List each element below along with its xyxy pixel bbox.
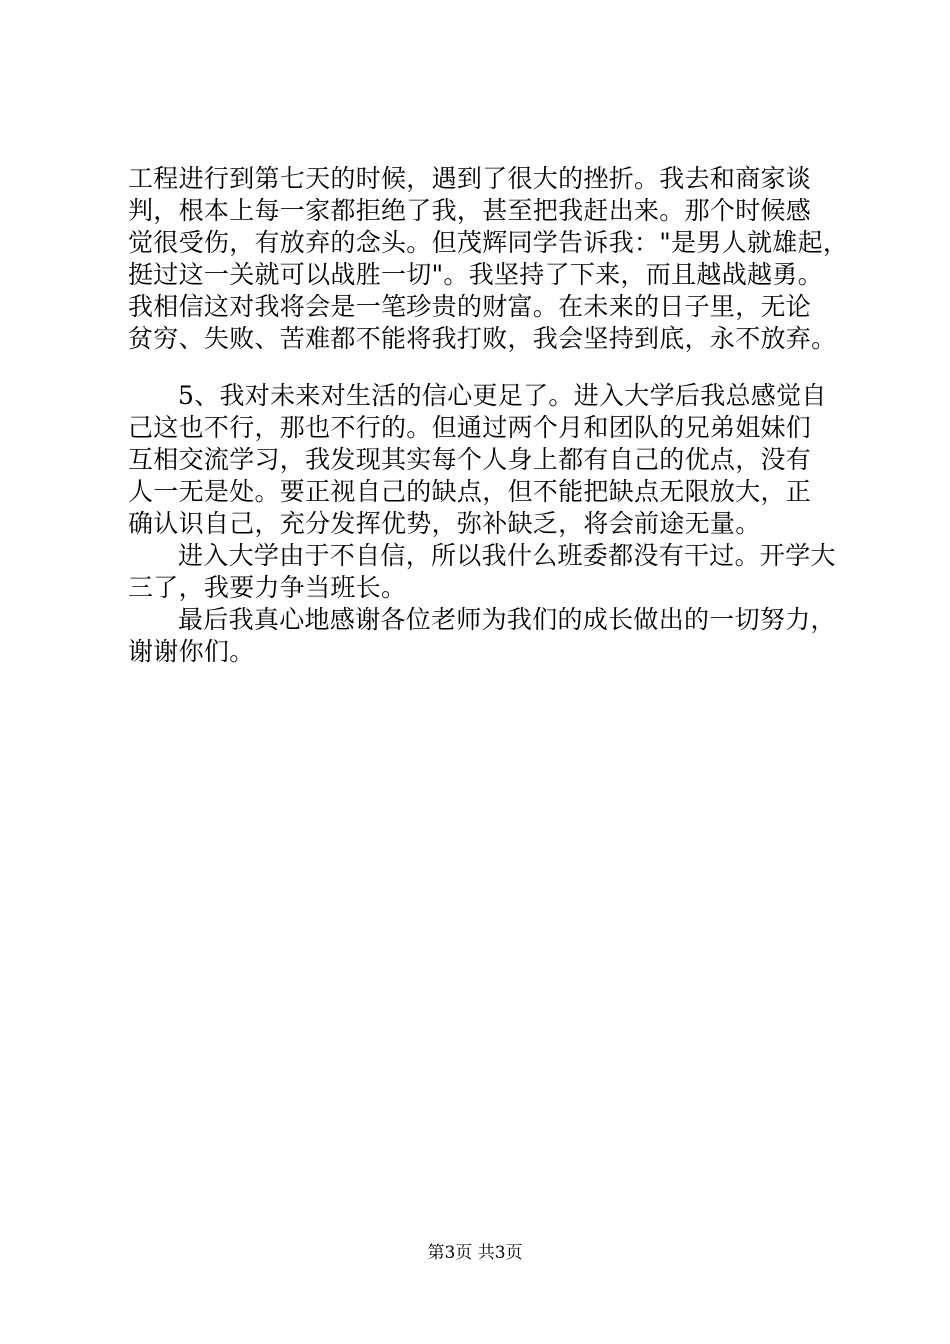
- paragraph-thanks: [128, 604, 838, 668]
- paragraph-class-monitor: [128, 540, 838, 604]
- text-line: 我相信这对我将会是一笔珍贵的财富。在未来的日子里，无论: [128, 292, 812, 321]
- text-line: 互相交流学习，我发现其实每个人身上都有自己的优点，没有: [128, 445, 812, 474]
- document-body: [128, 163, 849, 668]
- text-line: 判，根本上每一家都拒绝了我，甚至把我赶出来。那个时候感: [128, 196, 812, 225]
- paragraph-gap: [128, 355, 838, 380]
- text-line: 挺过这一关就可以战胜一切"。我坚持了下来，而且越战越勇。: [128, 260, 823, 289]
- text-line: 贫穷、失败、苦难都不能将我打败，我会坚持到底，永不放弃。: [128, 324, 837, 353]
- text-line: 工程进行到第七天的时候，遇到了很大的挫折。我去和商家谈: [128, 164, 812, 193]
- paragraph-confidence: [128, 380, 838, 540]
- text-line: 5、我对未来对生活的信心更足了。进入大学后我总感觉自: [178, 381, 827, 410]
- text-line: 确认识自己，充分发挥优势，弥补缺乏，将会前途无量。: [128, 509, 761, 538]
- page-number-footer: 第3页 共3页: [427, 1243, 523, 1263]
- text-line: 最后我真心地感谢各位老师为我们的成长做出的一切努力，: [178, 605, 836, 634]
- text-line: 三了，我要力争当班长。: [128, 573, 407, 602]
- text-line: 人一无是处。要正视自己的缺点，但不能把缺点无限放大，正: [128, 477, 812, 506]
- text-line: 觉很受伤，有放弃的念头。但茂辉同学告诉我："是男人就雄起，: [128, 228, 849, 257]
- text-line: 进入大学由于不自信，所以我什么班委都没有干过。开学大: [178, 541, 836, 570]
- text-line: 谢谢你们。: [128, 637, 255, 666]
- paragraph-perseverance: [128, 163, 849, 355]
- text-line: 己这也不行，那也不行的。但通过两个月和团队的兄弟姐妹们: [128, 413, 812, 442]
